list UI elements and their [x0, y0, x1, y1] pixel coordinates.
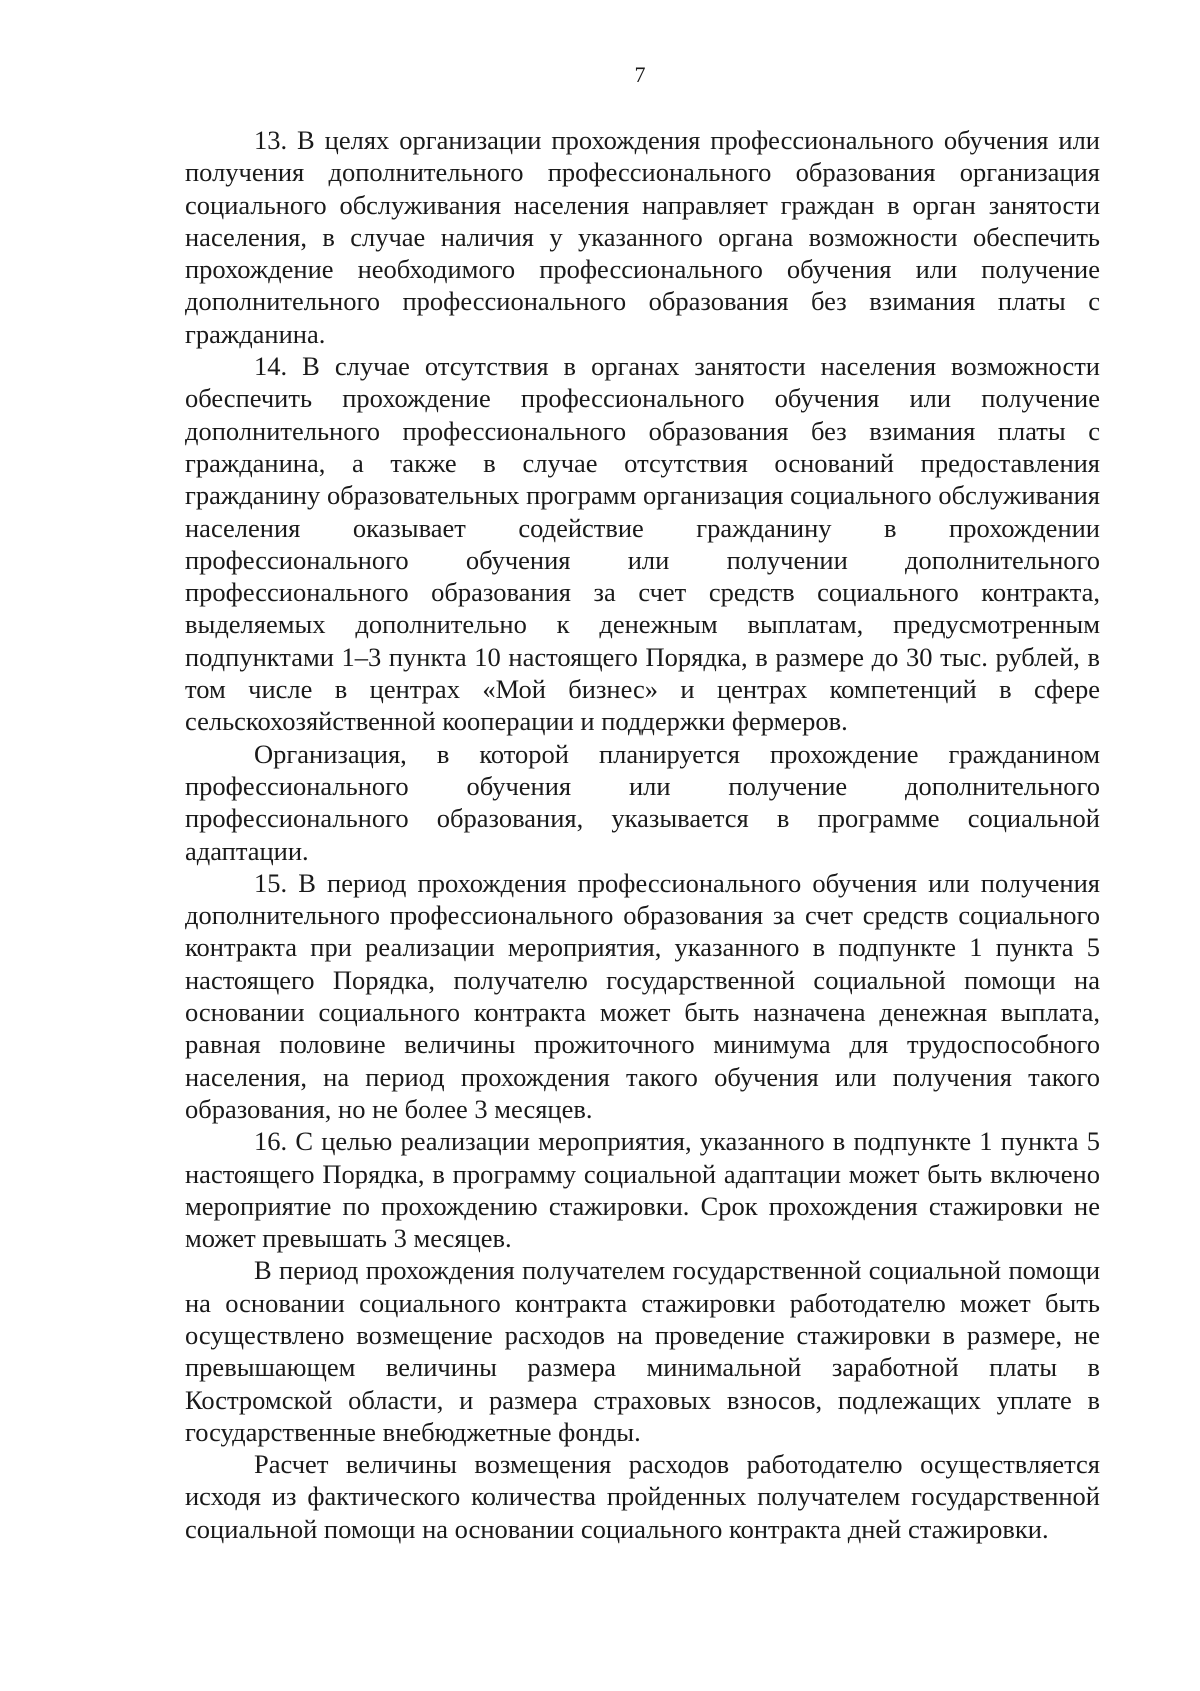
paragraph-14: 14. В случае отсутствия в органах занятости населения возможности обеспечить прохождение профессионального обучения или получение дополнительного профессионального образования без взимания платы с гражданина, а также в случае отсутствия оснований предоставления гражданину образовательных программ организация социального обслуживания населения оказывает содействие гражданину в прохождении профессионального обучения или получении дополнительного профессионального образования за счет средств социального контракта, выделяемых дополнительно к денежным выплатам, предусмотренным подпунктами 1–3 пункта 10 настоящего Порядка, в размере до 30 тыс. рублей, в том числе в центрах «Мой бизнес» и центрах компетенций в сфере сельскохозяйственной кооперации и поддержки фермеров. [185, 351, 1100, 737]
paragraph-16: 16. С целью реализации мероприятия, указанного в подпункте 1 пункта 5 настоящего Порядка, в программу социальной адаптации может быть включено мероприятие по прохождению стажировки. Срок прохождения стажировки не может превышать 3 месяцев. [185, 1126, 1100, 1254]
paragraph-16-calculation: Расчет величины возмещения расходов работодателю осуществляется исходя из фактического количества пройденных получателем государственной социальной помощи на основании социального контракта дней стажировки. [185, 1449, 1100, 1544]
paragraph-13: 13. В целях организации прохождения профессионального обучения или получения дополнительного профессионального образования организация социального обслуживания населения направляет граждан в орган занятости населения, в случае наличия у указанного органа возможности обеспечить прохождение необходимого профессионального обучения или получение дополнительного профессионального образования без взимания платы с гражданина. [185, 125, 1100, 349]
page-number: 7 [634, 62, 646, 87]
document-body [185, 124, 1100, 1545]
paragraph-16-reimbursement: В период прохождения получателем государственной социальной помощи на основании социального контракта стажировки работодателю может быть осуществлено возмещение расходов на проведение стажировки в размере, не превышающем величины размера минимальной заработной платы в Костромской области, и размера страховых взносов, подлежащих уплате в государственные внебюджетные фонды. [185, 1255, 1100, 1447]
paragraph-15: 15. В период прохождения профессионального обучения или получения дополнительного профессионального образования за счет средств социального контракта при реализации мероприятия, указанного в подпункте 1 пункта 5 настоящего Порядка, получателю государственной социальной помощи на основании социального контракта может быть назначена денежная выплата, равная половине величины прожиточного минимума для трудоспособного населения, на период прохождения такого обучения или получения такого образования, но не более 3 месяцев. [185, 867, 1100, 1124]
paragraph-14-organization: Организация, в которой планируется прохождение гражданином профессионального обучения или получение дополнительного профессионального образования, указывается в программе социальной адаптации. [185, 738, 1100, 866]
